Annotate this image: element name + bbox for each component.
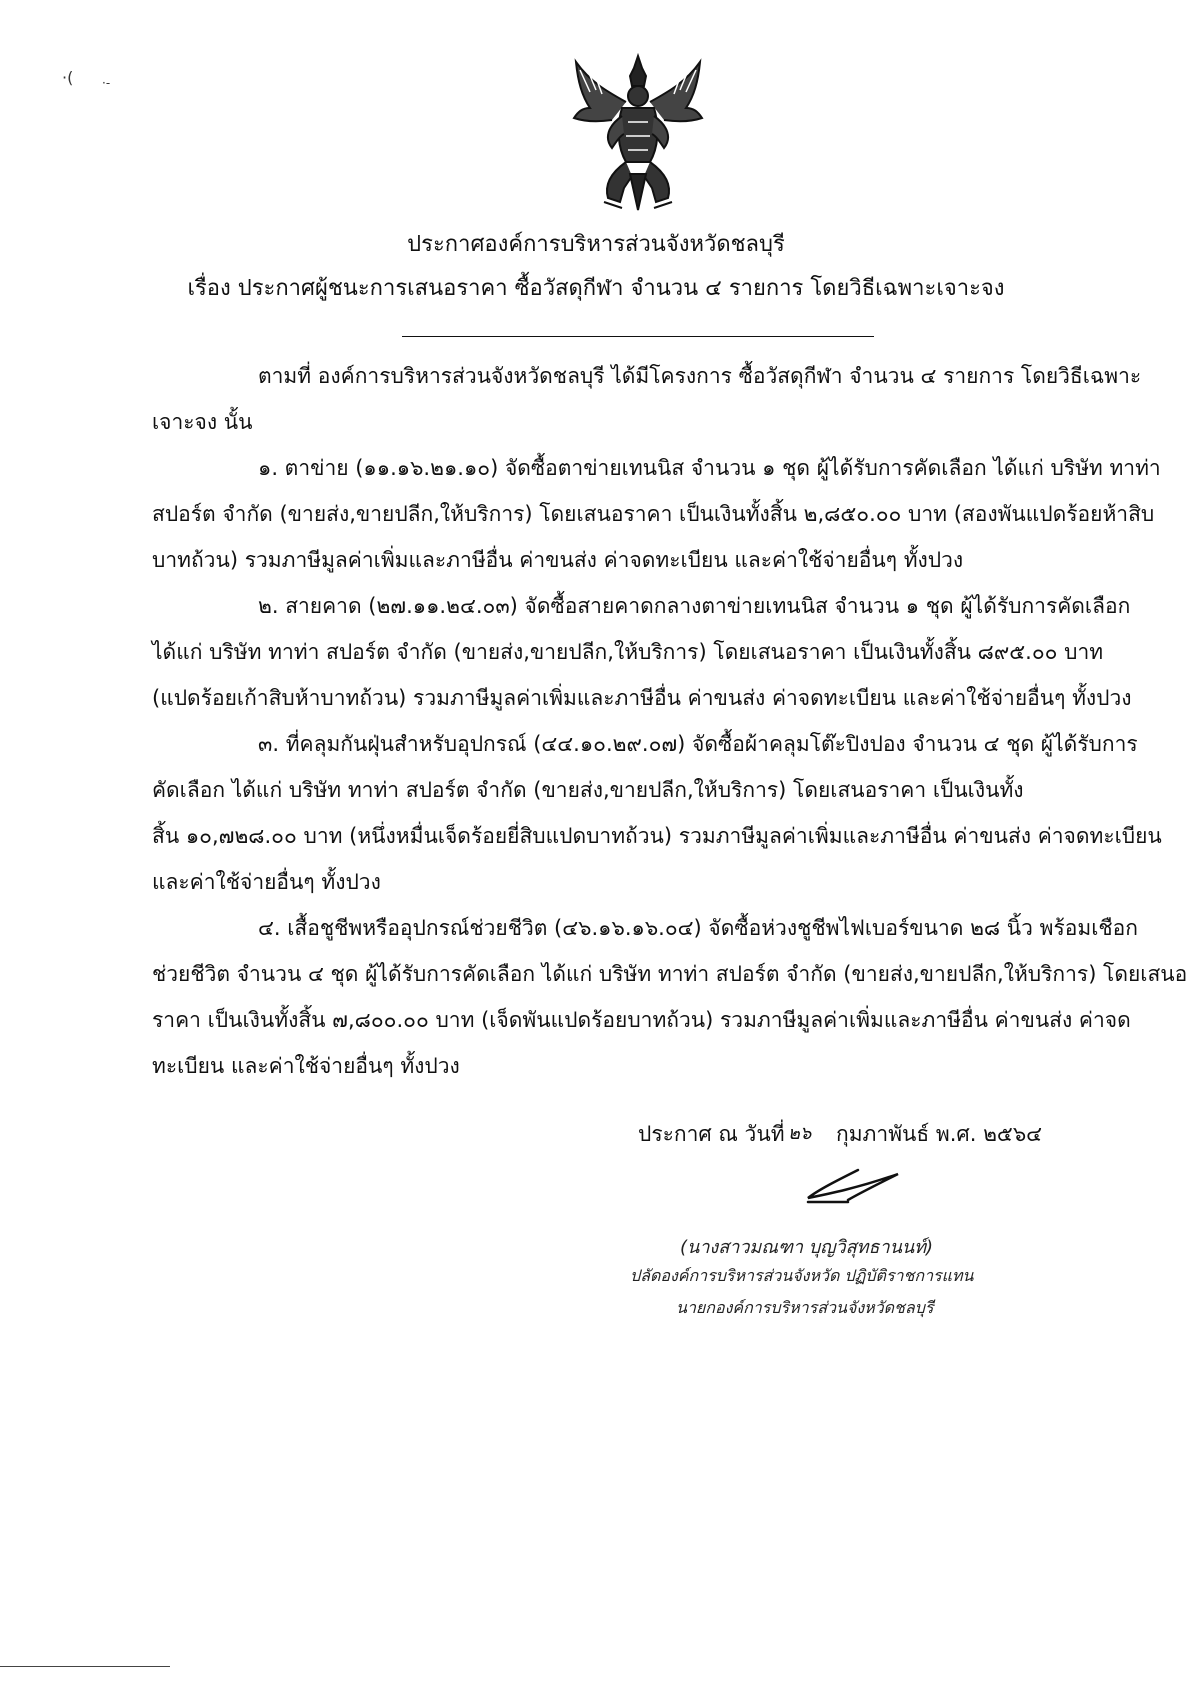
item4-line-2: ช่วยชีวิต จำนวน ๔ ชุด ผู้ได้รับการคัดเลือก ได้แก่ บริษัท ทาท่า สปอร์ต จำกัด (ขายส่ง,ขายปลีก,ให้บริการ) โดยเสนอ	[152, 962, 1188, 986]
item4-line-4: ทะเบียน และค่าใช้จ่ายอื่นๆ ทั้งปวง	[152, 1054, 460, 1078]
signer-name: (นางสาวมณฑา บุญวิสุทธานนท์)	[680, 1237, 934, 1258]
corner-mark: ·(	[62, 68, 74, 87]
intro-line-2: เจาะจง นั้น	[152, 410, 253, 434]
item2-line-1: ๒. สายคาด (๒๗.๑๑.๒๔.๐๓) จัดซื้อสายคาดกลางตาข่ายเทนนิส จำนวน ๑ ชุด ผู้ได้รับการคัดเลือก	[258, 594, 1131, 618]
item2-line-3: (แปดร้อยเก้าสิบห้าบาทถ้วน) รวมภาษีมูลค่าเพิ่มและภาษีอื่น ค่าขนส่ง ค่าจดทะเบียน และค่าใช้จ่ายอื่นๆ ทั้งปวง	[152, 686, 1132, 710]
intro-line-1: ตามที่ องค์การบริหารส่วนจังหวัดชลบุรี ได้มีโครงการ ซื้อวัสดุกีฬา จำนวน ๔ รายการ โดยวิธีเฉพาะ	[258, 364, 1142, 388]
garuda-emblem-icon	[568, 52, 708, 214]
title-divider	[402, 336, 874, 337]
item3-line-1: ๓. ที่คลุมกันฝุ่นสำหรับอุปกรณ์ (๔๔.๑๐.๒๙.๐๗) จัดซื้อผ้าคลุมโต๊ะปิงปอง จำนวน ๔ ชุด ผู้ได้รับการ	[258, 732, 1138, 756]
announcement-subject: เรื่อง ประกาศผู้ชนะการเสนอราคา ซื้อวัสดุกีฬา จำนวน ๔ รายการ โดยวิธีเฉพาะเจาะจง	[187, 276, 1005, 301]
announcement-agency: ประกาศองค์การบริหารส่วนจังหวัดชลบุรี	[407, 232, 785, 257]
item1-line-3: บาทถ้วน) รวมภาษีมูลค่าเพิ่มและภาษีอื่น ค่าขนส่ง ค่าจดทะเบียน และค่าใช้จ่ายอื่นๆ ทั้งปวง	[152, 548, 964, 572]
signer-position-2: นายกองค์การบริหารส่วนจังหวัดชลบุรี	[676, 1298, 934, 1317]
footer-line	[0, 1666, 170, 1667]
corner-mark-2: ·-	[102, 76, 111, 90]
item1-line-1: ๑. ตาข่าย (๑๑.๑๖.๒๑.๑๐) จัดซื้อตาข่ายเทนนิส จำนวน ๑ ชุด ผู้ได้รับการคัดเลือก ได้แก่ บริษัท ทาท่า	[258, 456, 1161, 480]
item1-line-2: สปอร์ต จำกัด (ขายส่ง,ขายปลีก,ให้บริการ) โดยเสนอราคา เป็นเงินทั้งสิ้น ๒,๘๕๐.๐๐ บาท (สองพันแปดร้อยห้าสิบ	[152, 502, 1155, 526]
signer-position-1: ปลัดองค์การบริหารส่วนจังหวัด ปฏิบัติราชการแทน	[630, 1266, 974, 1285]
announced-date-prefix: ประกาศ ณ วันที่	[638, 1122, 785, 1146]
item2-line-2: ได้แก่ บริษัท ทาท่า สปอร์ต จำกัด (ขายส่ง,ขายปลีก,ให้บริการ) โดยเสนอราคา เป็นเงินทั้งสิ้น ๘๙๕.๐๐ บาท	[152, 640, 1104, 664]
item3-line-4: และค่าใช้จ่ายอื่นๆ ทั้งปวง	[152, 870, 381, 894]
announced-month-year: กุมภาพันธ์ พ.ศ. ๒๕๖๔	[836, 1122, 1043, 1146]
handwritten-day: ๒๖	[788, 1123, 812, 1144]
signature-icon	[788, 1150, 938, 1210]
item4-line-3: ราคา เป็นเงินทั้งสิ้น ๗,๘๐๐.๐๐ บาท (เจ็ดพันแปดร้อยบาทถ้วน) รวมภาษีมูลค่าเพิ่มและภาษีอื่น ค่าขนส่ง ค่าจด	[152, 1008, 1131, 1032]
item4-line-1: ๔. เสื้อชูชีพหรืออุปกรณ์ช่วยชีวิต (๔๖.๑๖.๑๖.๐๔) จัดซื้อห่วงชูชีพไฟเบอร์ขนาด ๒๘ นิ้ว พร้อมเชือก	[258, 916, 1138, 940]
item3-line-3: สิ้น ๑๐,๗๒๘.๐๐ บาท (หนึ่งหมื่นเจ็ดร้อยยี่สิบแปดบาทถ้วน) รวมภาษีมูลค่าเพิ่มและภาษีอื่น ค่าขนส่ง ค่าจดทะเบียน	[152, 824, 1162, 848]
item3-line-2: คัดเลือก ได้แก่ บริษัท ทาท่า สปอร์ต จำกัด (ขายส่ง,ขายปลีก,ให้บริการ) โดยเสนอราคา เป็นเงินทั้ง	[152, 778, 1024, 802]
